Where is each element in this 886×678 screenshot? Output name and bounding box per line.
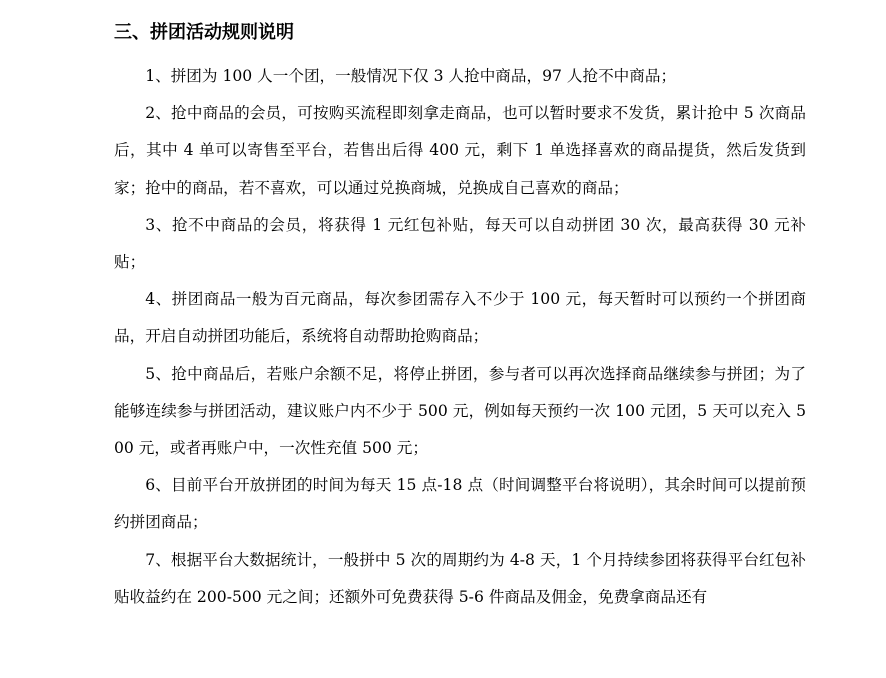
rule-paragraph-2: 2、抢中商品的会员，可按购买流程即刻拿走商品，也可以暂时要求不发货，累计抢中 5 次商品后，其中 4 单可以寄售至平台，若售出后得 400 元，剩下 1 单选择喜欢的商品提货，然后发货到家；抢中的商品，若不喜欢，可以通过兑换商城，兑换成自己喜欢的商品； [114,104,806,197]
section-heading: 三、拼团活动规则说明 [114,22,294,43]
rule-paragraph-1: 1、拼团为 100 人一个团，一般情况下仅 3 人抢中商品，97 人抢不中商品； [145,67,677,85]
document-body [114,16,806,616]
rule-paragraph-4: 4、拼团商品一般为百元商品，每次参团需存入不少于 100 元，每天暂时可以预约一个拼团商品，开启自动拼团功能后，系统将自动帮助抢购商品； [114,290,806,346]
rule-paragraph-5: 5、抢中商品后，若账户余额不足，将停止拼团，参与者可以再次选择商品继续参与拼团；为了能够连续参与拼团活动，建议账户内不少于 500 元，例如每天预约一次 100 元团，5 天可以充入 500 元，或者再账户中，一次性充值 500 元； [114,364,806,458]
rule-paragraph-6: 6、目前平台开放拼团的时间为每天 15 点-18 点（时间调整平台将说明），其余时间可以提前预约拼团商品； [114,476,806,532]
rule-paragraph-3: 3、抢不中商品的会员，将获得 1 元红包补贴，每天可以自动拼团 30 次，最高获得 30 元补贴； [114,215,806,272]
rule-paragraph-7: 7、根据平台大数据统计，一般拼中 5 次的周期约为 4-8 天，1 个月持续参团将获得平台红包补贴收益约在 200-500 元之间；还额外可免费获得 5-6 件商品及佣金，免费拿商品还有 [114,550,806,606]
